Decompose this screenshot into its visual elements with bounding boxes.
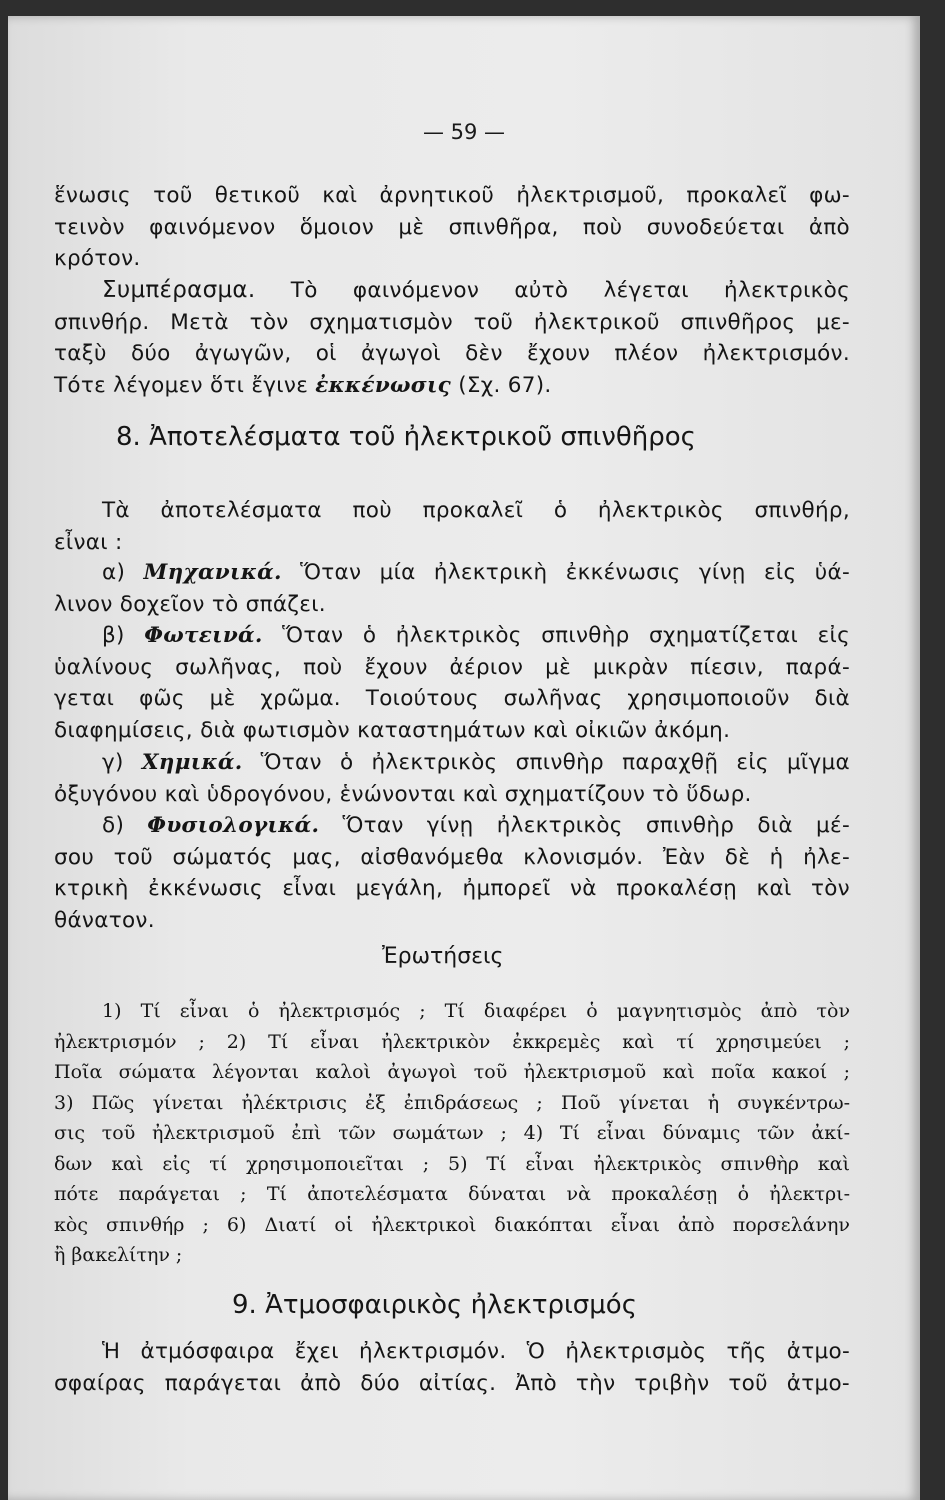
text-line: ὀξυγόνου καὶ ὑδρογόνου, ἑνώνονται καὶ σχηματίζουν τὸ ὕδωρ. (54, 781, 752, 807)
text-line: 1) Τί εἶναι ὁ ἠλεκτρισμός ; Τί διαφέρει ὁ μαγνητισμὸς ἀπὸ τὸν (102, 1000, 850, 1022)
text-line: κτρικὴ ἐκκένωσις εἶναι μεγάλη, ἠμπορεῖ νὰ προκαλέσῃ καὶ τὸν (54, 876, 850, 901)
text-line: ἢ βακελίτην ; (54, 1244, 183, 1266)
item-chemical (54, 747, 850, 810)
text-line: σις τοῦ ἠλεκτρισμοῦ ἐπὶ τῶν σωμάτων ; 4) Τί εἶναι δύναμις τῶν ἀκί- (54, 1122, 850, 1144)
item-physiological (54, 810, 850, 936)
text-line: πότε παράγεται ; Τί ἀποτελέσματα δύναται νὰ προκαλέσῃ ὁ ἠλεκτρι- (54, 1183, 850, 1205)
item-luminous (54, 620, 850, 746)
item-marker: γ) (102, 750, 142, 775)
page-number: — 59 — (422, 120, 506, 144)
text-line: σφαίρας παράγεται ἀπὸ δύο αἰτίας. Ἀπὸ τὴν τριβὴν τοῦ ἀτμο- (54, 1370, 850, 1396)
term-ekkenosis: ἐκκένωσις (315, 372, 452, 398)
item-marker: β) (102, 623, 145, 648)
text-line: θάνατον. (54, 907, 155, 933)
item-marker: α) (102, 560, 144, 585)
text-line: Τότε λέγομεν ὅτι ἔγινε (54, 372, 316, 398)
questions-title: Ἐρωτήσεις (382, 944, 504, 969)
item-marker: δ) (102, 813, 148, 838)
text-line: Τὸ φαινόμενον αὐτὸ λέγεται ἠλεκτρικὸς (255, 278, 850, 303)
item-mechanical (54, 557, 850, 620)
text-line: Ὅταν μία ἠλεκτρικὴ ἐκκένωσις γίνῃ εἰς ὑά- (281, 560, 851, 585)
paragraph-conclusion (54, 275, 850, 401)
text-line: λινον δοχεῖον τὸ σπάζει. (54, 591, 326, 617)
text-line: Ὅταν ὁ ἠλεκτρικὸς σπινθὴρ σχηματίζεται εἰς (262, 623, 850, 648)
text-line: δων καὶ εἰς τί χρησιμοποιεῖται ; 5) Τί εἶναι ἠλεκτρικὸς σπινθὴρ καὶ (54, 1152, 850, 1175)
text-line: 3) Πῶς γίνεται ἠλέκτρισις ἐξ ἐπιδράσεως ; Ποῦ γίνεται ἡ συγκέντρω- (54, 1091, 850, 1114)
item-term: Φυσιολογικά. (147, 813, 320, 838)
text-line: τεινὸν φαινόμενον ὅμοιον μὲ σπινθῆρα, ποὺ συνοδεύεται ἀπὸ (54, 214, 850, 240)
text-line: ἠλεκτρισμόν ; 2) Τί εἶναι ἠλεκτρικὸν ἐκκρεμὲς καὶ τί χρησιμεύει ; (54, 1030, 850, 1053)
text-line: (Σχ. 67). (451, 372, 552, 398)
text-line: εἶναι : (54, 529, 123, 555)
item-term: Χημικά. (141, 750, 243, 775)
text-line: ἕνωσις τοῦ θετικοῦ καὶ ἀρνητικοῦ ἠλεκτρισμοῦ, προκαλεῖ φω- (54, 183, 850, 208)
paragraph-intro (54, 180, 850, 275)
text-line: γεται φῶς μὲ χρῶμα. Τοιούτους σωλῆνας χρησιμοποιοῦν διὰ (54, 686, 850, 711)
book-page (8, 16, 920, 1500)
item-term: Μηχανικά. (143, 560, 282, 585)
text-line: σπινθήρ. Μετὰ τὸν σχηματισμὸν τοῦ ἠλεκτρικοῦ σπινθῆρος με- (54, 309, 850, 335)
text-line: σου τοῦ σώματός μας, αἰσθανόμεθα κλονισμόν. Ἐὰν δὲ ἡ ἠλε- (54, 844, 850, 870)
text-line: Ἡ ἀτμόσφαιρα ἔχει ἠλεκτρισμόν. Ὁ ἠλεκτρισμὸς τῆς ἀτμο- (102, 1339, 850, 1364)
section-8-intro (54, 495, 850, 558)
item-term: Φωτεινά. (144, 623, 263, 648)
text-line: κρότον. (54, 246, 141, 271)
section-9-title: 9. Ἀτμοσφαιρικὸς ἠλεκτρισμός (232, 1290, 637, 1320)
section-8-title: 8. Ἀποτελέσματα τοῦ ἠλεκτρικοῦ σπινθῆρος (116, 422, 696, 452)
text-line: ταξὺ δύο ἀγωγῶν, οἱ ἀγωγοὶ δὲν ἔχουν πλέον ἠλεκτρισμόν. (54, 341, 850, 366)
text-line: Ὅταν ὁ ἠλεκτρικὸς σπινθὴρ παραχθῇ εἰς μῖγμα (242, 750, 850, 775)
text-line: διαφημίσεις, διὰ φωτισμὸν καταστημάτων καὶ οἰκιῶν ἀκόμη. (54, 717, 731, 743)
text-line: κὸς σπινθήρ ; 6) Διατί οἱ ἠλεκτρικοὶ διακόπται εἶναι ἀπὸ πορσελάνην (54, 1213, 850, 1236)
text-line: Ὅταν γίνῃ ἠλεκτρικὸς σπινθὴρ διὰ μέ- (319, 813, 850, 838)
conclusion-label: Συμπέρασμα. (102, 277, 256, 303)
text-line: ὑαλίνους σωλῆνας, ποὺ ἔχουν ἀέριον μὲ μικρὰν πίεσιν, παρά- (54, 654, 850, 680)
questions-block (54, 996, 850, 1271)
section-9-text (54, 1336, 850, 1399)
text-line: Ποῖα σώματα λέγονται καλοὶ ἀγωγοὶ τοῦ ἠλεκτρισμοῦ καὶ ποῖα κακοί ; (54, 1061, 850, 1083)
text-line: Τὰ ἀποτελέσματα ποὺ προκαλεῖ ὁ ἠλεκτρικὸς σπινθήρ, (102, 498, 850, 523)
